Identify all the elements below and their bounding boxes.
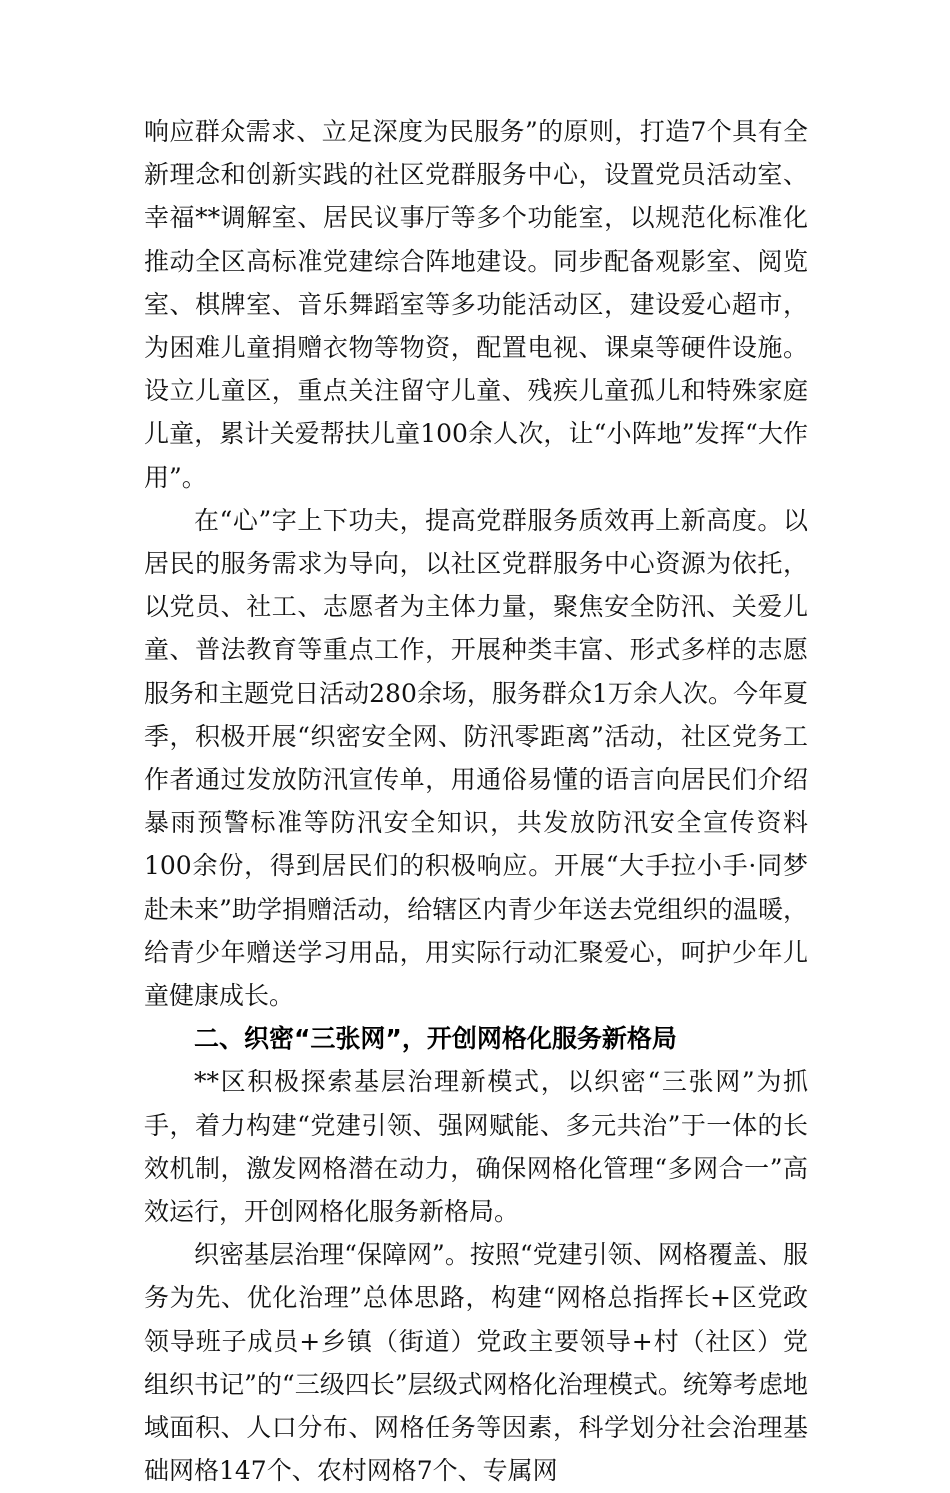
paragraph-governance-net: 织密基层治理“保障网”。按照“党建引领、网格覆盖、服务为先、优化治理”总体思路，构建“网格总指挥长+区党政领导班子成员+乡镇（街道）党政主要领导+村（社区）党组织书记”的“三级四长”层级式网格化治理模式。统筹考虑地域面积、人口分布、网格任务等因素，科学划分社会治理基础网格147个、农村网格7个、专属网: [144, 1240, 808, 1486]
paragraph-heart-service: 在“心”字上下功夫，提高党群服务质效再上新高度。以居民的服务需求为导向，以社区党群服务中心资源为依托，以党员、社工、志愿者为主体力量，聚焦安全防汛、关爱儿童、普法教育等重点工作，开展种类丰富、形式多样的志愿服务和主题党日活动280余场，服务群众1万余人次。今年夏季，积极开展“织密安全网、防汛零距离”活动，社区党务工作者通过发放防汛宣传单，用通俗易懂的语言向居民们介绍暴雨预警标准等防汛安全知识，共发放防汛安全宣传资料100余份，得到居民们的积极响应。开展“大手拉小手·同梦赴未来”助学捐赠活动，给辖区内青少年送去党组织的温暖，给青少年赠送学习用品，用实际行动汇聚爱心，呵护少年儿童健康成长。: [144, 505, 808, 1011]
paragraph-continued: 响应群众需求、立足深度为民服务”的原则，打造7个具有全新理念和创新实践的社区党群服务中心，设置党员活动室、幸福**调解室、居民议事厅等多个功能室，以规范化标准化推动全区高标准党建综合阵地建设。同步配备观影室、阅览室、棋牌室、音乐舞蹈室等多功能活动区，建设爱心超市，为困难儿童捐赠衣物等物资，配置电视、课桌等硬件设施。设立儿童区，重点关注留守儿童、残疾儿童孤儿和特殊家庭儿童，累计关爱帮扶儿童100余人次，让“小阵地”发挥“大作用”。: [144, 117, 808, 492]
paragraph-three-nets-intro: **区积极探索基层治理新模式，以织密“三张网”为抓手，着力构建“党建引领、强网赋能、多元共治”于一体的长效机制，激发网格潜在动力，确保网格化管理“多网合一”高效运行，开创网格化服务新格局。: [144, 1067, 808, 1227]
document-body: [144, 110, 808, 1493]
section-heading: 二、织密“三张网”，开创网格化服务新格局: [194, 1024, 677, 1054]
